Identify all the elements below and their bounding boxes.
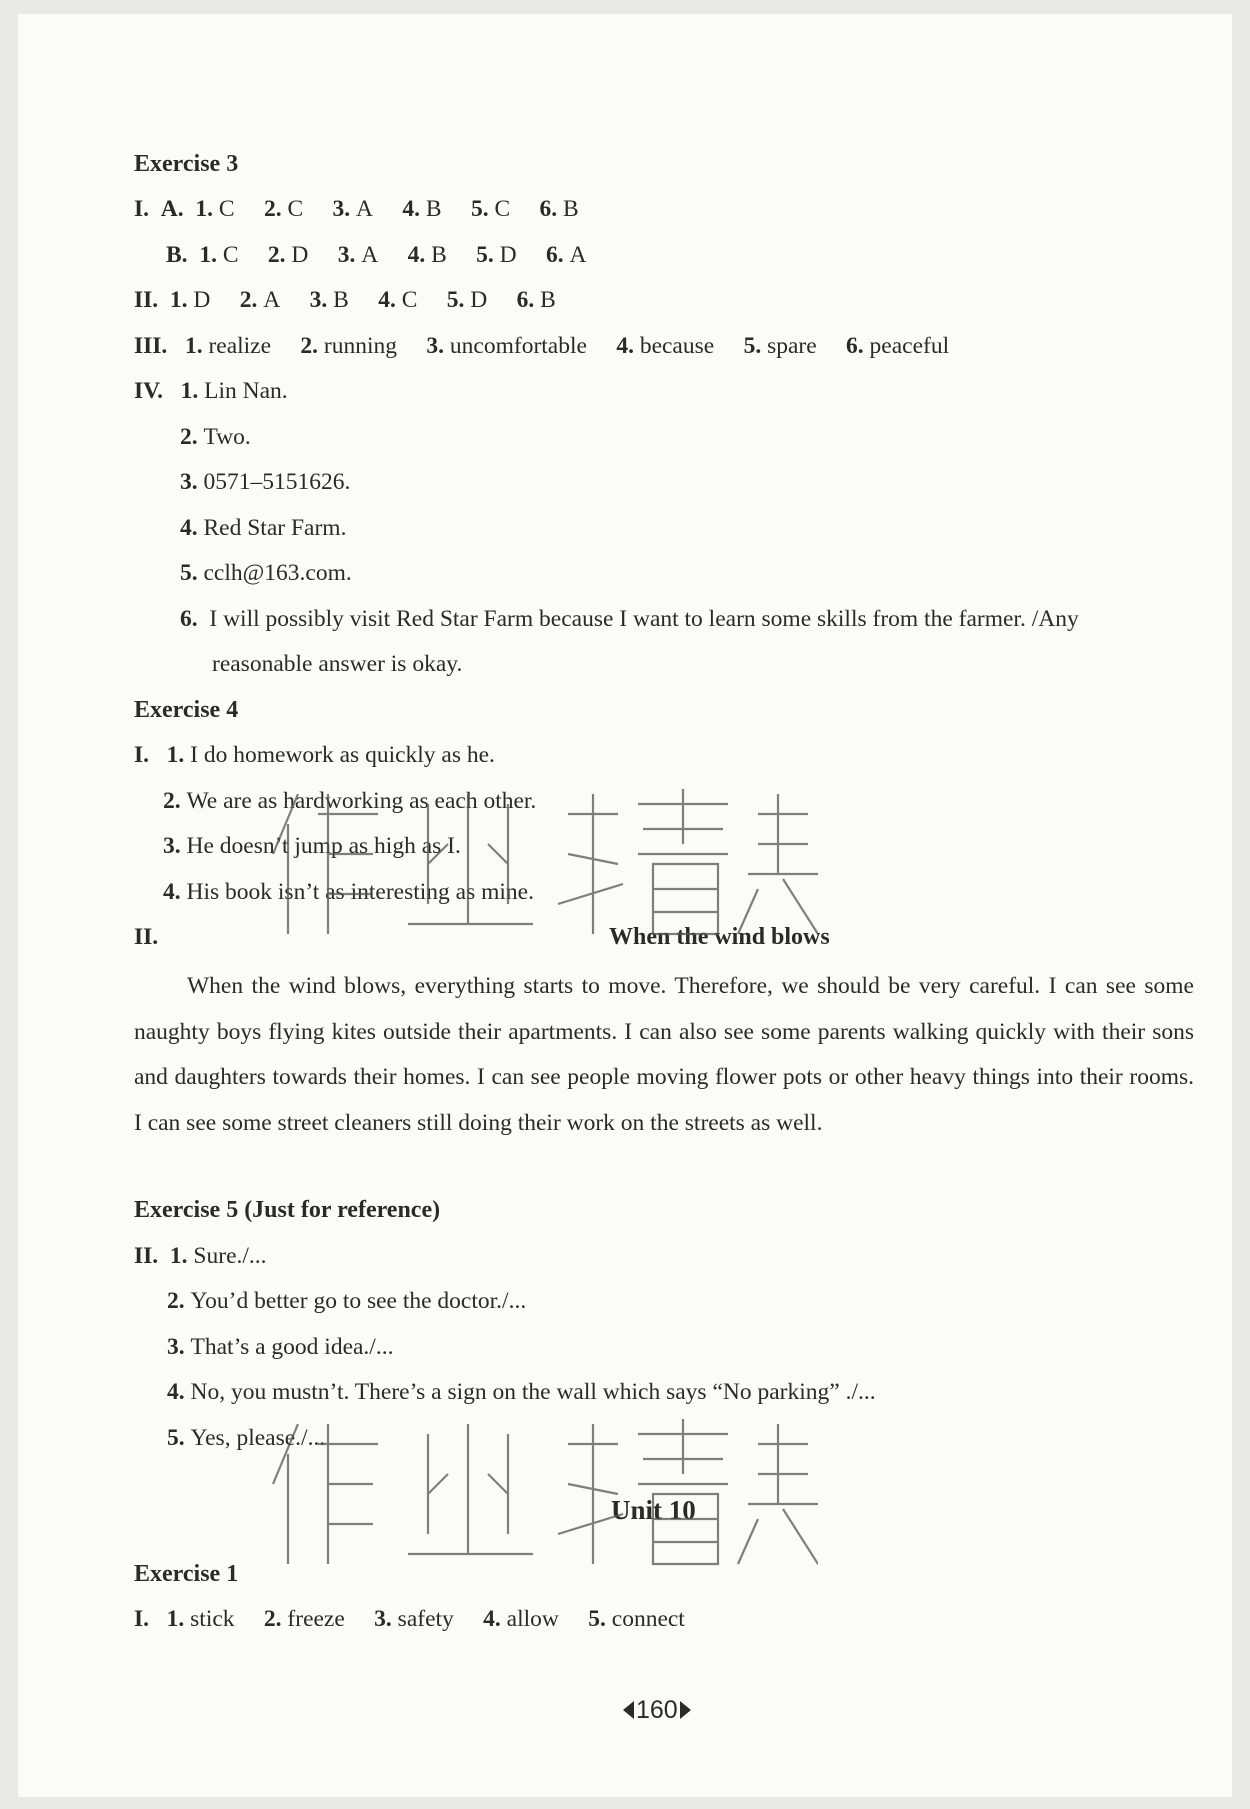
ex3-section-III [134,331,949,361]
answer-value: C [287,196,304,222]
watermark-logo-2 [258,1404,818,1579]
answer-value: Sure./... [193,1243,267,1269]
exercise-3-heading: Exercise 3 [134,151,239,177]
answer-value: We are as hardworking as each other. [186,788,537,814]
answer-value: B [563,196,579,222]
answer-value: C [494,196,511,222]
answer-value: D [291,242,309,268]
ex3-IV-1 [134,376,288,406]
ex3-IV-label: IV. [134,378,163,404]
answer-number: 3. [374,1606,398,1632]
ex4-I-4 [163,877,534,907]
answer-value: A [356,196,373,222]
unit-ex1-I [134,1604,685,1634]
answer-value: peaceful [869,333,950,359]
answer-number: 2. [180,424,204,450]
answer-value: freeze [287,1606,345,1632]
answer-number: 2. [163,788,187,814]
answer-number: 5. [476,242,500,268]
ex4-I-3 [163,831,461,861]
ex3-IV-3 [180,467,350,497]
answer-number: 6. [539,196,563,222]
answer-number: 1. [166,742,191,768]
answer-number: 6. [546,242,570,268]
unit-ex1-I-label: I. [134,1606,150,1632]
answer-number: 1. [166,1606,191,1632]
answer-value: Lin Nan. [204,378,288,404]
answer-value: allow [506,1606,559,1632]
answer-value: spare [767,333,817,359]
answer-value: C [401,287,418,313]
answer-value: C [222,242,239,268]
answer-number: 3. [180,469,204,495]
ex3-II-label: II. [134,287,159,313]
answer-number: 6. [516,287,541,313]
ex5-II-4 [167,1377,876,1407]
answer-number: 3. [309,287,334,313]
answer-value: A [361,242,379,268]
triangle-left-icon [623,1701,634,1719]
answer-value: You’d better go to see the doctor./... [190,1288,527,1314]
ex3-III-label: III. [134,333,168,359]
answer-value: realize [208,333,272,359]
answer-value: Two. [203,424,251,450]
unit-title: Unit 10 [611,1495,696,1525]
answer-value: C [218,196,235,222]
answer-number: 1. [199,242,223,268]
answer-value: because [639,333,715,359]
answer-number: 4. [167,1379,191,1405]
answer-number: 6. [180,606,198,632]
ex4-I-1 [134,740,495,770]
ex3-I-label: I. [134,196,150,222]
unit-exercise-1-heading: Exercise 1 [134,1561,239,1587]
essay-title: When the wind blows [609,924,830,950]
answer-number: 1. [169,1243,194,1269]
answer-value: D [499,242,517,268]
page [18,14,1232,1797]
ex5-II-1 [134,1241,267,1271]
answer-number: 3. [163,833,187,859]
answer-value: connect [611,1606,685,1632]
answer-number: 1. [169,287,194,313]
page-number-text: 160 [636,1696,678,1724]
answer-value: running [323,333,398,359]
answer-number: 3. [337,242,362,268]
answer-number: 4. [163,879,187,905]
answer-value: His book isn’t as interesting as mine. [186,879,534,905]
answer-number: 1. [184,333,209,359]
answer-value: He doesn’t jump as high as I. [186,833,461,859]
answer-number: 3. [167,1334,191,1360]
answer-number: 4. [402,196,426,222]
exercise-5-heading: Exercise 5 (Just for reference) [134,1197,441,1223]
answer-value: cclh@163.com. [203,560,352,586]
ex4-II-label: II. [134,924,159,950]
ex3-IA-label: A. [160,196,184,222]
answer-value: That’s a good idea./... [190,1334,394,1360]
ex3-IV-4 [180,513,346,543]
answer-value: stick [190,1606,235,1632]
answer-number: 5. [446,287,471,313]
answer-number: 2. [167,1288,191,1314]
ex5-II-3 [167,1332,393,1362]
answer-value: 0571–5151626. [203,469,351,495]
answer-number: 5. [743,333,768,359]
essay-paragraph: When the wind blows, everything starts to move. Therefore, we should be very careful. I can see some naughty boys flying kites outside their apartments. I can also see some parents walking quickly with their sons and daughters towards their homes. I can see people moving flower pots or other heavy things into their rooms. I can see some street cleaners still doing their work on the streets as well. [134,973,1194,1136]
answer-value: B [425,196,442,222]
answer-number: 5. [167,1425,191,1451]
triangle-right-icon [680,1701,691,1719]
ex5-II-5 [167,1423,325,1453]
answer-number: 2. [263,1606,288,1632]
ex3-section-I-A [134,194,579,224]
answer-number: 5. [470,196,495,222]
answer-value: D [470,287,488,313]
ex3-IV-2 [180,422,251,452]
answer-number: 2. [239,287,264,313]
ex3-IV-6 [180,604,1079,634]
answer-number: 5. [588,1606,612,1632]
ex3-IV-6-cont: reasonable answer is okay. [212,651,463,677]
answer-value: No, you mustn’t. There’s a sign on the wall which says “No parking” ./... [190,1379,876,1405]
answer-number: 4. [616,333,640,359]
answer-value: B [431,242,447,268]
ex5-II-label: II. [134,1243,159,1269]
answer-number: 1. [180,378,205,404]
exercise-4-heading: Exercise 4 [134,697,239,723]
ex3-IB-label: B. [166,242,188,268]
answer-value: I will possibly visit Red Star Farm because I want to learn some skills from the farmer. /Any [209,606,1079,632]
answer-value: Red Star Farm. [203,515,347,541]
answer-value: Yes, please./... [190,1425,326,1451]
answer-number: 2. [267,242,292,268]
ex4-I-label: I. [134,742,150,768]
ex3-IV-5 [180,558,352,588]
answer-value: A [263,287,281,313]
answer-number: 2. [300,333,324,359]
answer-number: 4. [407,242,432,268]
answer-value: safety [397,1606,454,1632]
answer-value: B [540,287,556,313]
answer-number: 4. [378,287,402,313]
answer-value: I do homework as quickly as he. [190,742,495,768]
answer-number: 1. [195,196,219,222]
answer-number: 3. [332,196,357,222]
answer-number: 2. [263,196,288,222]
answer-number: 4. [483,1606,507,1632]
answer-number: 6. [846,333,870,359]
answer-number: 5. [180,560,204,586]
page-number [623,1694,691,1726]
answer-number: 3. [426,333,450,359]
answer-value: B [333,287,349,313]
answer-value: uncomfortable [449,333,587,359]
ex3-section-II [134,285,556,315]
answer-number: 4. [180,515,204,541]
ex3-section-I-B [166,240,587,270]
answer-value: A [569,242,587,268]
answer-value: D [193,287,211,313]
ex5-II-2 [167,1286,526,1316]
ex4-I-2 [163,786,536,816]
